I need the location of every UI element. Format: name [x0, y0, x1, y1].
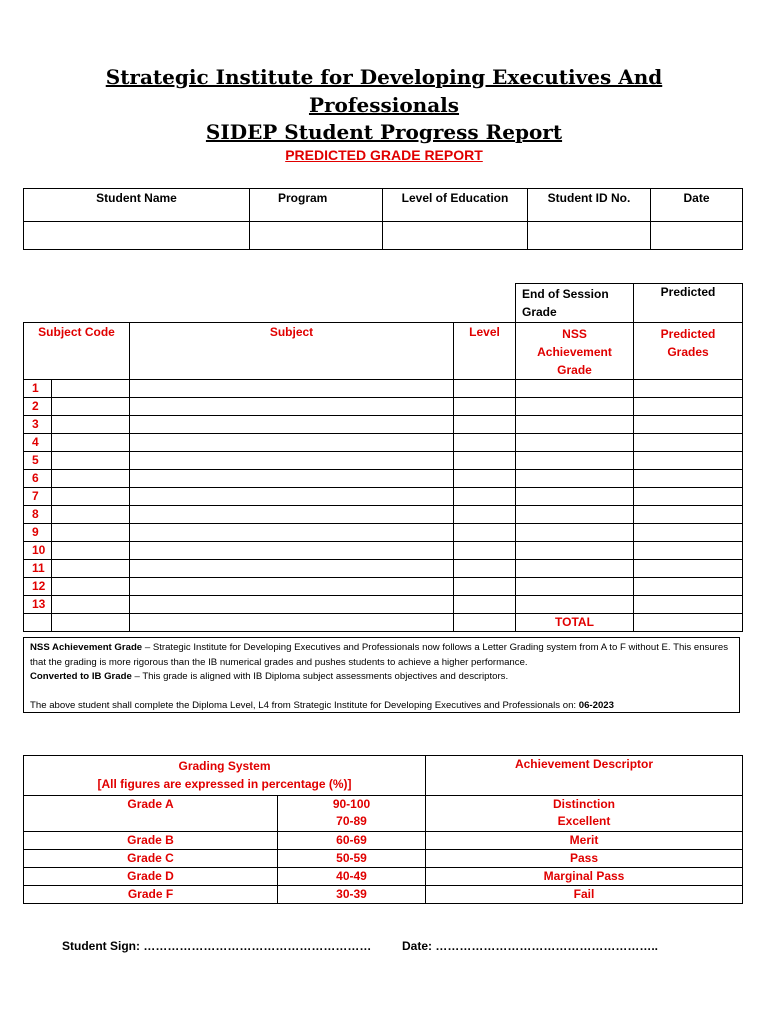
- subject-cell[interactable]: [130, 488, 454, 506]
- subject-cell[interactable]: [130, 416, 454, 434]
- row-number: 4: [24, 434, 52, 452]
- level-cell[interactable]: [454, 416, 516, 434]
- total-value-cell[interactable]: [634, 614, 743, 632]
- nss-grade-cell[interactable]: [516, 452, 634, 470]
- student-name-field[interactable]: [24, 222, 250, 250]
- grade-range-text: 90-100: [332, 797, 371, 811]
- grade-descriptor: [426, 796, 743, 832]
- grade-range: [278, 868, 426, 886]
- subject-code-cell[interactable]: [52, 488, 130, 506]
- level-cell[interactable]: [454, 488, 516, 506]
- grade-label: [24, 886, 278, 904]
- grading-system-note: [All figures are expressed in percentage (%)]: [97, 777, 352, 791]
- grade-label: [24, 868, 278, 886]
- subject-code-cell[interactable]: [52, 434, 130, 452]
- date-line[interactable]: Date: ………………………………………………..: [402, 939, 659, 953]
- predicted-grade-cell[interactable]: [634, 524, 743, 542]
- nss-grade-cell[interactable]: [516, 596, 634, 614]
- nss-grade-cell[interactable]: [516, 380, 634, 398]
- subject-code-cell[interactable]: [52, 452, 130, 470]
- level-cell[interactable]: [454, 506, 516, 524]
- program-field[interactable]: [250, 222, 383, 250]
- predicted-grade-cell[interactable]: [634, 470, 743, 488]
- nss-grade-cell[interactable]: [516, 524, 634, 542]
- row-number: 5: [24, 452, 52, 470]
- nss-note: [30, 641, 733, 670]
- predicted-grade-cell[interactable]: [634, 542, 743, 560]
- row-number: 11: [24, 560, 52, 578]
- row-number: 9: [24, 524, 52, 542]
- completion-text: The above student shall complete the Diploma Level, L4 from Strategic Institute for Developing Executives and Professionals on:: [30, 699, 579, 711]
- subject-cell[interactable]: [130, 578, 454, 596]
- grade-row: [24, 796, 743, 832]
- title-line-1: Strategic Institute for Developing Executives And: [105, 65, 663, 89]
- level-cell[interactable]: [454, 542, 516, 560]
- predicted-grade-cell[interactable]: [634, 434, 743, 452]
- completion-note: [30, 699, 733, 714]
- subject-row: [24, 560, 743, 578]
- predicted-grade-cell[interactable]: [634, 488, 743, 506]
- subject-code-cell[interactable]: [52, 506, 130, 524]
- grade-label: [24, 832, 278, 850]
- row-number: 12: [24, 578, 52, 596]
- predicted-grade-cell[interactable]: [634, 416, 743, 434]
- subject-code-cell[interactable]: [52, 542, 130, 560]
- grade-range-text: 50-59: [336, 851, 367, 865]
- grading-system-title: Grading System: [178, 759, 271, 773]
- subject-row: [24, 398, 743, 416]
- grade-descriptor-text: Distinction: [553, 797, 615, 811]
- level-cell[interactable]: [454, 560, 516, 578]
- nss-grade-cell[interactable]: [516, 470, 634, 488]
- level-cell[interactable]: [454, 524, 516, 542]
- col-subject-code: Subject Code: [24, 323, 130, 380]
- student-info-table: [23, 188, 743, 250]
- grade-label: [24, 796, 278, 832]
- date-field[interactable]: [651, 222, 743, 250]
- grade-row: [24, 850, 743, 868]
- subject-cell[interactable]: [130, 380, 454, 398]
- grade-label-text: Grade B: [127, 833, 174, 847]
- predicted-grade-cell[interactable]: [634, 578, 743, 596]
- subject-code-cell[interactable]: [52, 560, 130, 578]
- predicted-grade-cell[interactable]: [634, 380, 743, 398]
- level-cell[interactable]: [454, 578, 516, 596]
- predicted-grade-cell[interactable]: [634, 596, 743, 614]
- subject-cell[interactable]: [130, 524, 454, 542]
- end-of-session-grade-header: End of Session Grade: [516, 284, 634, 323]
- student-sign-line[interactable]: Student Sign: …………………………………………………: [62, 939, 372, 953]
- subject-grades-table: [23, 283, 743, 632]
- grade-range-text: 40-49: [336, 869, 367, 883]
- subject-cell[interactable]: [130, 596, 454, 614]
- predicted-grade-cell[interactable]: [634, 560, 743, 578]
- grade-range: [278, 796, 426, 832]
- grade-descriptor-text: Marginal Pass: [543, 869, 625, 883]
- level-cell[interactable]: [454, 434, 516, 452]
- subject-code-cell[interactable]: [52, 578, 130, 596]
- grade-range-text: 60-69: [336, 833, 367, 847]
- col-student-name: Student Name: [24, 189, 250, 222]
- grade-descriptor-text: Excellent: [557, 814, 611, 828]
- achievement-descriptor-header: Achievement Descriptor: [426, 756, 743, 796]
- grade-label-text: Grade C: [127, 851, 174, 865]
- ib-note: [30, 670, 733, 685]
- grade-descriptor: [426, 868, 743, 886]
- subject-row: [24, 596, 743, 614]
- grade-row: [24, 886, 743, 904]
- level-field[interactable]: [383, 222, 528, 250]
- nss-grade-cell[interactable]: [516, 434, 634, 452]
- subject-row: [24, 452, 743, 470]
- row-number: 2: [24, 398, 52, 416]
- predicted-grade-cell[interactable]: [634, 398, 743, 416]
- nss-note-label: NSS Achievement Grade: [30, 642, 143, 653]
- subject-row: [24, 506, 743, 524]
- row-number: 6: [24, 470, 52, 488]
- subject-row: [24, 416, 743, 434]
- subject-cell[interactable]: [130, 506, 454, 524]
- level-cell[interactable]: [454, 470, 516, 488]
- subject-code-cell[interactable]: [52, 596, 130, 614]
- subject-row: [24, 578, 743, 596]
- student-id-field[interactable]: [528, 222, 651, 250]
- row-number: 3: [24, 416, 52, 434]
- nss-grade-cell[interactable]: [516, 488, 634, 506]
- grading-system-header: [24, 756, 426, 796]
- row-number: 1: [24, 380, 52, 398]
- grade-label-text: Grade D: [127, 869, 174, 883]
- subject-code-cell[interactable]: [52, 416, 130, 434]
- grade-row: [24, 832, 743, 850]
- subject-row: [24, 434, 743, 452]
- nss-grade-cell[interactable]: [516, 398, 634, 416]
- title-line-2: Professionals: [308, 93, 460, 117]
- grade-descriptor-text: Pass: [569, 851, 599, 865]
- row-number: 13: [24, 596, 52, 614]
- subject-cell[interactable]: [130, 434, 454, 452]
- level-cell[interactable]: [454, 596, 516, 614]
- grade-descriptor: [426, 832, 743, 850]
- grading-note: [23, 637, 740, 713]
- grading-system-table: [23, 755, 743, 904]
- subject-cell[interactable]: [130, 542, 454, 560]
- col-level-of-education: Level of Education: [383, 189, 528, 222]
- ib-note-label: Converted to IB Grade: [30, 671, 132, 682]
- col-student-id: Student ID No.: [528, 189, 651, 222]
- subject-cell[interactable]: [130, 470, 454, 488]
- col-program: Program: [250, 189, 383, 222]
- row-number: 8: [24, 506, 52, 524]
- predicted-header: Predicted: [634, 284, 743, 323]
- report-title: SIDEP Student Progress Report: [205, 120, 563, 144]
- subject-row: [24, 488, 743, 506]
- nss-grade-cell[interactable]: [516, 506, 634, 524]
- predicted-grade-cell[interactable]: [634, 506, 743, 524]
- grade-range: [278, 886, 426, 904]
- grade-descriptor: [426, 886, 743, 904]
- col-subject: Subject: [130, 323, 454, 380]
- nss-grade-cell[interactable]: [516, 542, 634, 560]
- subject-code-cell[interactable]: [52, 524, 130, 542]
- nss-grade-cell[interactable]: [516, 416, 634, 434]
- ib-note-text: – This grade is aligned with IB Diploma subject assessments objectives and descriptors.: [131, 671, 509, 682]
- report-subtitle: PREDICTED GRADE REPORT: [285, 147, 483, 163]
- row-number: 10: [24, 542, 52, 560]
- subject-row: [24, 524, 743, 542]
- grade-range-text: 30-39: [336, 887, 367, 901]
- subject-cell[interactable]: [130, 452, 454, 470]
- grade-descriptor-text: Merit: [569, 833, 599, 847]
- completion-date: 06-2023: [578, 699, 614, 711]
- nss-note-text: – Strategic Institute for Developing Executives and Professionals now follows a Letter Grading system from A to F without E. This ensures that the grading is more rigorous than the IB numerical grades and pushes students to achieve a higher performance.: [30, 642, 729, 668]
- subject-row: [24, 542, 743, 560]
- total-label: TOTAL: [516, 614, 634, 632]
- level-cell[interactable]: [454, 452, 516, 470]
- col-predicted-grades: Predicted Grades: [634, 323, 743, 380]
- subject-cell[interactable]: [130, 398, 454, 416]
- grade-descriptor-text: Fail: [573, 887, 595, 901]
- subject-code-cell[interactable]: [52, 398, 130, 416]
- subject-code-cell[interactable]: [52, 470, 130, 488]
- subject-row: [24, 470, 743, 488]
- grade-label: [24, 850, 278, 868]
- subject-code-cell[interactable]: [52, 380, 130, 398]
- row-number: 7: [24, 488, 52, 506]
- grade-row: [24, 868, 743, 886]
- subject-cell[interactable]: [130, 560, 454, 578]
- col-date: Date: [651, 189, 743, 222]
- grade-range: [278, 850, 426, 868]
- grade-descriptor: [426, 850, 743, 868]
- grade-range: [278, 832, 426, 850]
- nss-grade-cell[interactable]: [516, 578, 634, 596]
- col-nss-achievement-grade: NSS Achievement Grade: [516, 323, 634, 380]
- grade-label-text: Grade F: [127, 887, 174, 901]
- level-cell[interactable]: [454, 398, 516, 416]
- col-level: Level: [454, 323, 516, 380]
- grade-label-text: Grade A: [127, 797, 174, 811]
- nss-grade-cell[interactable]: [516, 560, 634, 578]
- level-cell[interactable]: [454, 380, 516, 398]
- subject-row: [24, 380, 743, 398]
- grade-range-text: 70-89: [336, 814, 367, 828]
- predicted-grade-cell[interactable]: [634, 452, 743, 470]
